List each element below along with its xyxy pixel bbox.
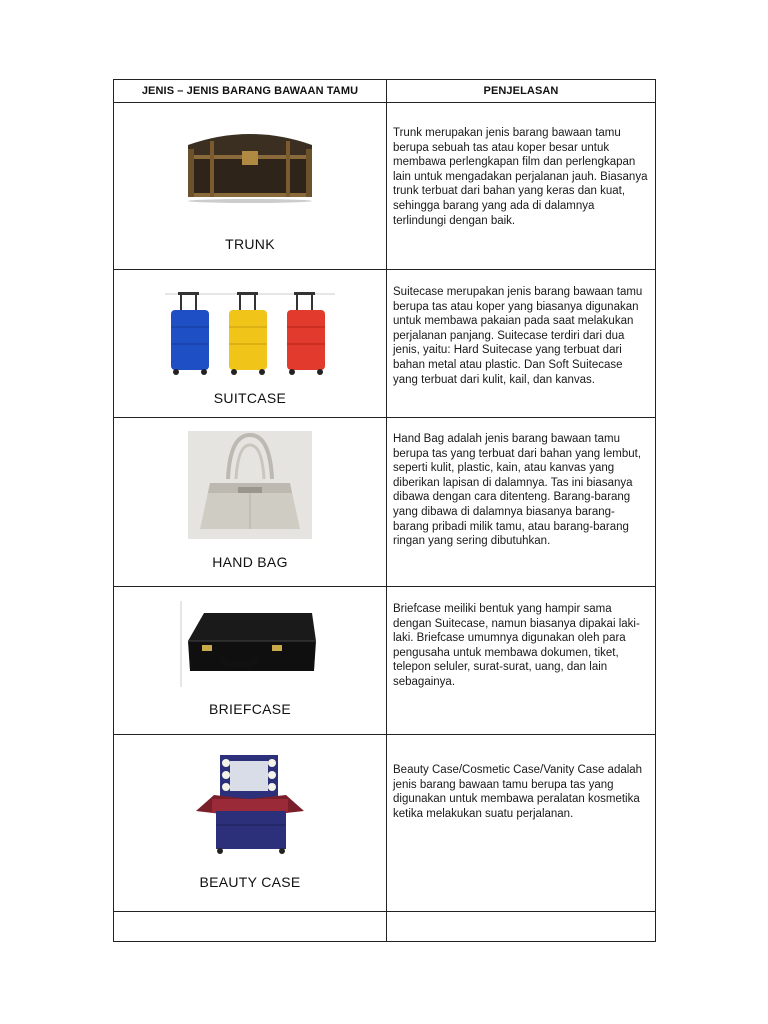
item-desc-beauty-case: Beauty Case/Cosmetic Case/Vanity Case adalah jenis barang bawaan tamu berupa tas yang digunakan untuk membawa peralatan kosmetika ketika melakukan suatu perjalanan. [393,764,643,820]
item-cell-briefcase [114,587,387,735]
desc-cell-handbag [387,418,656,587]
desc-cell-trunk [387,103,656,270]
item-desc-handbag: Hand Bag adalah jenis barang bawaan tamu berupa tas yang terbuat dari bahan yang lembut, seperti kulit, plastic, kain, atau kanvas yang diberikan lapisan di dalamnya. Tas ini biasanya dibawa dengan cara ditenteng. Barang-barang yang dibawa di dalamnya biasanya barang-barang pribadi milik tamu, atau barang-barang ringan yang sering dibutuhkan. [393,433,642,548]
suitcase-red [287,292,325,375]
desc-cell-beauty-case [387,735,656,912]
briefcase-image [180,601,320,687]
empty-cell [114,912,387,942]
trunk-image [180,123,320,203]
item-name-handbag: HAND BAG [212,554,288,570]
item-cell-handbag [114,418,387,587]
header-jenis: JENIS – JENIS BARANG BAWAAN TAMU [114,80,387,103]
desc-cell-briefcase [387,587,656,735]
suitcase-blue [171,292,209,375]
empty-cell [387,912,656,942]
item-name-trunk: TRUNK [225,236,275,252]
table-row [114,103,656,270]
table-header-row [114,80,656,103]
item-cell-trunk [114,103,387,270]
suitcase-image [165,292,335,377]
item-name-beauty-case: BEAUTY CASE [199,874,301,890]
beauty-case-image [186,753,314,855]
table-row [114,587,656,735]
item-desc-suitcase: Suitecase merupakan jenis barang bawaan tamu berupa tas atau koper yang biasanya digunakan untuk membawa pakaian pada saat melakukan perjalanan panjang. Suitecase terdiri dari dua jenis, yaitu: Hard Suitecase yang terbuat dari bahan metal atau plastic. Dan Soft Suitecase yang terbuat dari kulit, kail, dan kanvas. [393,286,643,386]
suitcase-yellow [229,292,267,375]
table-row [114,735,656,912]
item-desc-trunk: Trunk merupakan jenis barang bawaan tamu berupa sebuah tas atau koper besar untuk membawa perlengkapan film dan perlengkapan lain untuk mengadakan perjalanan jauh. Biasanya trunk terbuat dari bahan yang keras dan kuat, sehingga barang yang ada di dalamnya terlindungi dengan baik. [393,127,648,227]
item-cell-suitcase [114,270,387,418]
item-cell-beauty-case [114,735,387,912]
table-row-empty [114,912,656,942]
item-name-briefcase: BRIEFCASE [208,701,292,717]
item-desc-briefcase: Briefcase meiliki bentuk yang hampir sama dengan Suitecase, namun biasanya dipakai laki-laki. Briefcase umumnya digunakan oleh para pengusaha untuk membawa dokumen, tiket, telepon seluler, surat-surat, uang, dan lain sebagainya. [393,603,640,688]
table-row [114,418,656,587]
table-row [114,270,656,418]
desc-cell-suitcase [387,270,656,418]
item-name-suitcase: SUITCASE [213,390,287,406]
handbag-image [188,431,312,539]
luggage-table [113,79,656,942]
header-penjelasan: PENJELASAN [387,80,656,103]
